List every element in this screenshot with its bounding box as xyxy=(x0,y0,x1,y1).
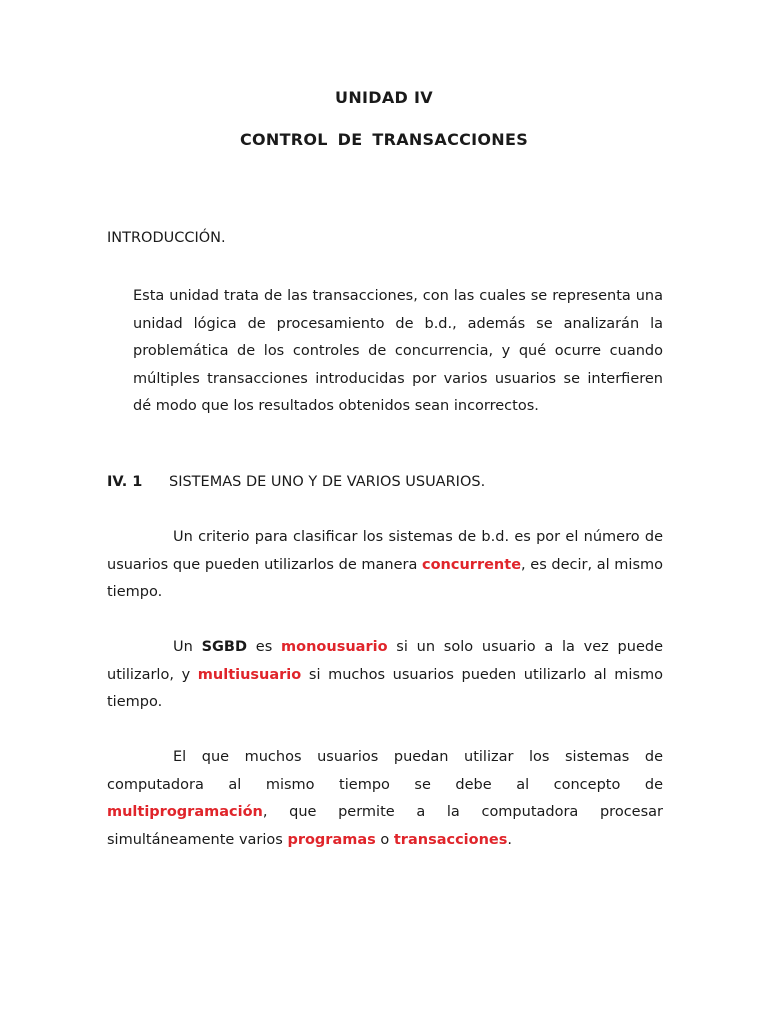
text-run: Un criterio para clasificar los sistemas de b.d. es por el número de usuarios que pueden utilizarlos de manera xyxy=(107,529,663,573)
unit-title: UNIDAD IV xyxy=(335,88,433,107)
intro-heading: INTRODUCCIÓN. xyxy=(107,230,226,246)
term-multiprogramacion: multiprogramación xyxy=(107,804,263,820)
text-run: Un xyxy=(173,639,202,655)
text-run: . xyxy=(507,831,512,848)
intro-paragraph: Esta unidad trata de las transacciones, con las cuales se representa una unidad lógica de procesamiento de b.d., además se analizarán la problemática de los controles de concurrencia, y qué ocurre cuando múltiples transacciones introducidas por varios usuarios se interfieren dé modo que los resultados obtenidos sean incorrectos. xyxy=(133,288,663,414)
term-multiusuario: multiusuario xyxy=(197,666,302,683)
unit-subtitle: CONTROL DE TRANSACCIONES xyxy=(239,130,529,149)
paragraph-users-criteria xyxy=(107,524,663,607)
paragraph-multiprogramming xyxy=(107,744,663,854)
section-heading xyxy=(107,474,485,490)
text-run: si un solo usuario a la vez puede utilizarlo, y xyxy=(107,639,663,683)
text-run: , es decir, al mismo tiempo. xyxy=(107,556,663,600)
term-transacciones: transacciones xyxy=(393,831,508,848)
paragraph-sgbd-types xyxy=(107,634,663,717)
term-monousuario: monousuario xyxy=(281,639,388,655)
text-run: El que muchos usuarios puedan utilizar los sistemas de computadora al mismo tiempo se debe al concepto de xyxy=(107,749,663,793)
text-run: o xyxy=(375,831,394,848)
section-title: SISTEMAS DE UNO Y DE VARIOS USUARIOS. xyxy=(169,474,486,490)
text-run: , que permite a la computadora procesar simultáneamente varios xyxy=(107,804,663,848)
term-concurrente: concurrente xyxy=(422,556,522,573)
section-number: IV. 1 xyxy=(107,474,143,490)
text-run: si muchos usuarios pueden utilizarlo al mismo tiempo. xyxy=(107,666,663,710)
term-sgbd: SGBD xyxy=(201,639,248,655)
text-run: es xyxy=(247,639,282,655)
term-programas: programas xyxy=(287,831,376,848)
